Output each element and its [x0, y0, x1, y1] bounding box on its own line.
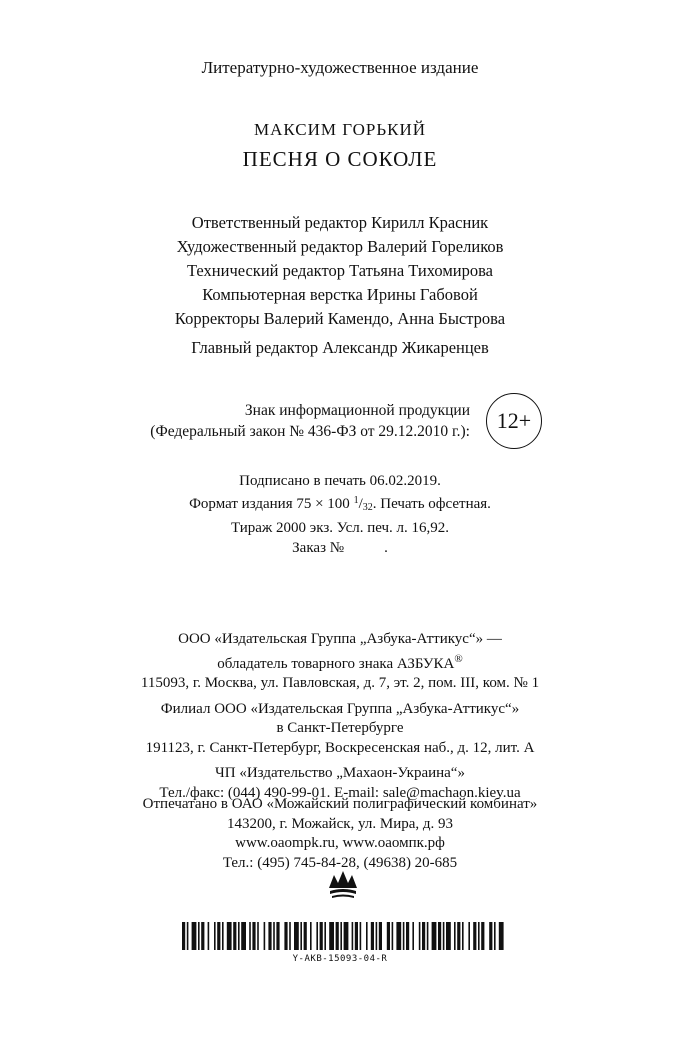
publisher-name: ООО «Издательская Группа „Азбука-Аттикус“» — [178, 631, 502, 647]
format-denominator: 32 [362, 502, 373, 513]
publisher-main [0, 630, 680, 694]
signed-date: Подписано в печать 06.02.2019. [239, 473, 441, 489]
age-rating-badge: 12+ [486, 393, 542, 449]
order-end: . [384, 540, 388, 556]
printer-address: 143200, г. Можайск, ул. Мира, д. 93 [226, 815, 454, 832]
credits-list [0, 211, 680, 331]
branch-address: 191123, г. Санкт-Петербург, Воскресенская наб., д. 12, лит. А [145, 739, 535, 756]
trademark-line: обладатель товарного знака АЗБУКА® [217, 652, 463, 672]
branch-city: в Санкт-Петербурге [276, 720, 404, 736]
barcode-icon [182, 922, 504, 950]
circulation: Тираж 2000 экз. Усл. печ. л. 16,92. [230, 520, 450, 536]
info-mark-line1: Знак информационной продукции [244, 402, 470, 419]
format-suffix: . Печать офсетная. [372, 496, 491, 512]
order-line [0, 538, 680, 558]
publisher-branch [0, 700, 680, 759]
credit-line: Художественный редактор Валерий Гореликов [176, 237, 504, 256]
genre-label: Литературно-художественное издание [201, 58, 479, 77]
credit-line: Корректоры Валерий Камендо, Анна Быстрова [174, 309, 506, 328]
print-details [0, 471, 680, 558]
credit-line: Технический редактор Татьяна Тихомирова [186, 261, 493, 280]
printer-info [0, 795, 680, 873]
registered-mark: ® [454, 652, 463, 665]
printer-phones: Тел.: (495) 745-84-28, (49638) 20-685 [222, 854, 458, 871]
info-mark-line2: (Федеральный закон № 436-ФЗ от 29.12.2010 г.): [150, 423, 470, 440]
ukraine-name: ЧП «Издательство „Махаон-Украина“» [215, 765, 465, 781]
publisher-address: 115093, г. Москва, ул. Павловская, д. 7, эт. 2, пом. III, ком. № 1 [140, 675, 540, 691]
format-prefix: Формат издания 75 × 100 [189, 496, 354, 512]
order-label: Заказ № [292, 540, 345, 556]
info-mark-text [130, 400, 470, 442]
publisher-info [0, 630, 680, 809]
ukraine-contacts: Тел./факс: (044) 490-99-01. E-mail: sale@machaon.kiev.ua [159, 784, 521, 801]
printer-websites: www.oaompk.ru, www.оаомпк.рф [235, 835, 445, 851]
format-line: Формат издания 75 × 100 $^1/_{32}$. Печать офсетная. [189, 495, 491, 513]
credit-line: Компьютерная верстка Ирины Габовой [202, 285, 478, 304]
barcode-code: Y-AKB-15093-04-R [292, 954, 388, 964]
author-name: МАКСИМ ГОРЬКИЙ [253, 120, 427, 139]
crown-book-icon [326, 866, 360, 900]
credit-line: Ответственный редактор Кирилл Красник [191, 213, 489, 232]
branch-name: Филиал ООО «Издательская Группа „Азбука-Аттикус“» [160, 700, 520, 717]
chief-editor: Главный редактор Александр Жикаренцев [191, 338, 489, 357]
printer-name: Отпечатано в ОАО «Можайский полиграфический комбинат» [142, 796, 538, 812]
format-numerator: 1 [353, 495, 359, 506]
book-title: ПЕСНЯ О СОКОЛЕ [242, 147, 438, 171]
